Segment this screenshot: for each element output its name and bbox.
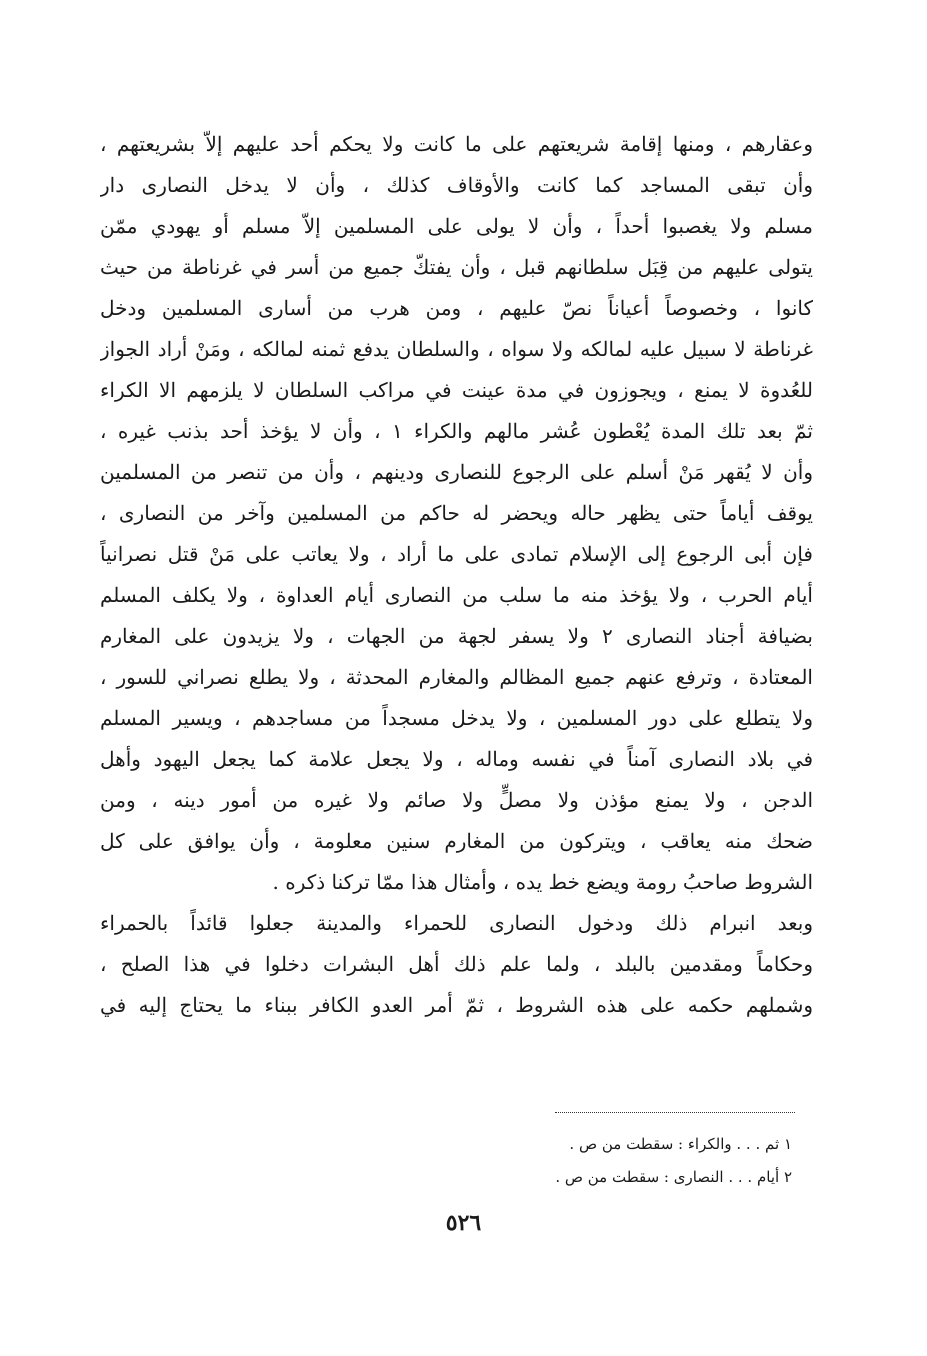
text-line: ثمّ بعد تلك المدة يُعْطون عُشر مالهم والكراء ١ ، وأن لا يؤخذ أحد بذنب غيره ، xyxy=(100,419,813,443)
footnotes xyxy=(400,1128,792,1194)
text-line: يوقف أياماً حتى يظهر حاله ويحضر له حاكم من المسلمين وآخر من النصارى ، xyxy=(100,501,813,525)
text-line: أيام الحرب ، ولا يؤخذ منه ما سلب من النصارى أيام العداوة ، ولا يكلف المسلم xyxy=(100,583,813,607)
text-line: المعتادة ، وترفع عنهم جميع المظالم والمغارم المحدثة ، ولا يطلع نصراني للسور ، xyxy=(100,665,813,689)
text-line: للعُدوة لا يمنع ، ويجوزون في مدة عينت في مراكب السلطان لا يلزمهم الا الكراء xyxy=(100,378,813,402)
text-line: بضيافة أجناد النصارى ٢ ولا يسفر لجهة من الجهات ، ولا يزيدون على المغارم xyxy=(100,624,813,648)
text-line: ولا يتطلع على دور المسلمين ، ولا يدخل مسجداً من مساجدهم ، ويسير المسلم xyxy=(100,706,813,730)
text-line: الشروط صاحبُ رومة ويضع خط يده ، وأمثال هذا ممّا تركنا ذكره . xyxy=(272,870,813,894)
text-line: ضحك منه يعاقب ، ويتركون من المغارم سنين معلومة ، وأن يوافق على كل xyxy=(100,829,813,853)
page-number: ٥٢٦ xyxy=(445,1210,482,1236)
footnote-2: ٢ أيام . . . النصارى : سقطت من ص . xyxy=(555,1168,792,1186)
text-line: فإن أبى الرجوع إلى الإسلام تمادى على ما أراد ، ولا يعاتب على مَنْ قتل نصرانياً xyxy=(100,542,813,566)
text-line: مسلم ولا يغصبوا أحداً ، وأن لا يولى على المسلمين إلاّ مسلم أو يهودي ممّن xyxy=(100,214,813,238)
text-line: يتولى عليهم من قِبَل سلطانهم قبل ، وأن يفتكّ جميع من أسر في غرناطة من حيث xyxy=(100,255,813,279)
footnote-1: ١ ثم . . . والكراء : سقطت من ص . xyxy=(569,1135,792,1153)
text-line: غرناطة لا سبيل عليه لمالكه ولا سواه ، والسلطان يدفع ثمنه لمالكه ، ومَنْ أراد الجواز xyxy=(100,337,813,361)
text-line: الدجن ، ولا يمنع مؤذن ولا مصلٍّ ولا صائم ولا غيره من أمور دينه ، ومن xyxy=(100,788,813,812)
footnote-separator xyxy=(555,1112,795,1113)
text-line: كانوا ، وخصوصاً أعياناً نصّ عليهم ، ومن هرب من أسارى المسلمين ودخل xyxy=(100,296,813,320)
text-line: وأن لا يُقهر مَنْ أسلم على الرجوع للنصارى ودينهم ، وأن من تنصر من المسلمين xyxy=(100,460,813,484)
text-line: في بلاد النصارى آمناً في نفسه وماله ، ولا يجعل علامة كما يجعل اليهود وأهل xyxy=(100,747,813,771)
text-line: وبعد انبرام ذلك ودخول النصارى للحمراء والمدينة جعلوا قائداً بالحمراء xyxy=(100,911,813,935)
text-line: وشملهم حكمه على هذه الشروط ، ثمّ أمر العدو الكافر ببناء ما يحتاج إليه في xyxy=(100,993,813,1017)
main-text xyxy=(100,124,813,1026)
text-line: وحكاماً ومقدمين بالبلد ، ولما علم ذلك أهل البشرات دخلوا في هذا الصلح ، xyxy=(100,952,813,976)
text-line: وأن تبقى المساجد كما كانت والأوقاف كذلك ، وأن لا يدخل النصارى دار xyxy=(100,173,813,197)
text-line: وعقارهم ، ومنها إقامة شريعتهم على ما كانت ولا يحكم أحد عليهم إلاّ بشريعتهم ، xyxy=(100,132,813,156)
